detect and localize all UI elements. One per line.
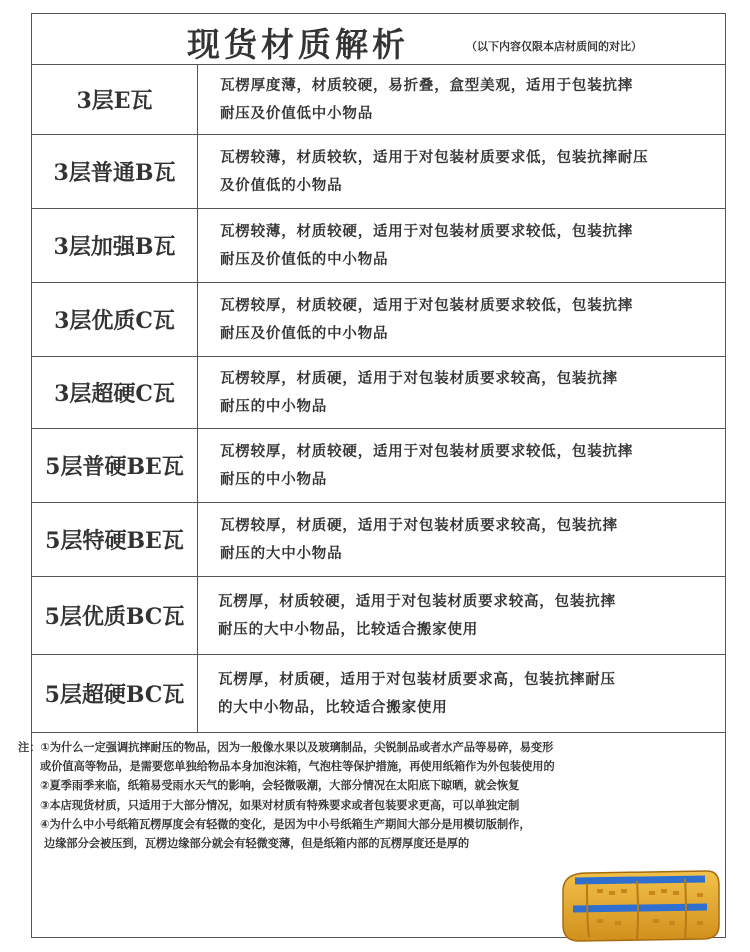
material-description: 瓦楞厚度薄，材质较硬，易折叠，盒型美观，适用于包装抗摔 耐压及价值低中小物品 xyxy=(220,77,634,122)
material-description: 瓦楞较厚，材质较硬，适用于对包装材质要求较低，包装抗摔 耐压的中小物品 xyxy=(220,443,634,488)
material-description: 瓦楞较厚，材质较硬，适用于对包装材质要求较低，包装抗摔 耐压及价值低的中小物品 xyxy=(220,297,634,342)
note-3: ③本店现货材质，只适用于大部分情况，如果对材质有特殊要求或者包装要求更高，可以单独定制 xyxy=(40,798,520,812)
notes-section xyxy=(18,738,688,853)
title-row xyxy=(32,14,725,65)
material-name: 3层加强B瓦 xyxy=(32,209,198,282)
material-description: 瓦楞厚，材质硬，适用于对包装材质要求高，包装抗摔耐压 的大中小物品，比较适合搬家使用 xyxy=(218,671,616,716)
material-name: 3层普通B瓦 xyxy=(32,135,198,208)
material-name: 5层优质BC瓦 xyxy=(32,577,198,654)
table-row xyxy=(32,357,725,429)
page-subtitle: （以下内容仅限本店材质间的对比） xyxy=(466,40,642,53)
table-row xyxy=(32,135,725,209)
material-name: 5层普硬BE瓦 xyxy=(32,429,198,502)
table-row xyxy=(32,65,725,135)
material-name: 5层特硬BE瓦 xyxy=(32,503,198,576)
material-description: 瓦楞较厚，材质硬，适用于对包装材质要求较高，包装抗摔 耐压的大中小物品 xyxy=(220,517,618,562)
note-4: ④为什么中小号纸箱瓦楞厚度会有轻微的变化，是因为中小号纸箱生产期间大部分是用模切版制作， xyxy=(40,817,531,831)
material-name: 3层超硬C瓦 xyxy=(32,357,198,428)
table-row xyxy=(32,655,725,733)
material-description: 瓦楞较厚，材质硬，适用于对包装材质要求较高，包装抗摔 耐压的中小物品 xyxy=(220,370,618,415)
material-name: 3层E瓦 xyxy=(32,65,198,134)
table-row xyxy=(32,209,725,283)
material-description: 瓦楞较薄，材质较软，适用于对包装材质要求低，包装抗摔耐压 及价值低的小物品 xyxy=(220,149,649,194)
table-row xyxy=(32,577,725,655)
material-name: 5层超硬BC瓦 xyxy=(32,655,198,732)
note-1-continued: 或价值高等物品，是需要您单独给物品本身加泡沫箱，气泡柱等保护措施，再使用纸箱作为外包装使用的 xyxy=(40,760,555,774)
material-description: 瓦楞较薄，材质较硬，适用于对包装材质要求较低，包装抗摔 耐压及价值低的中小物品 xyxy=(220,223,634,268)
note-4-continued: 边缘部分会被压到，瓦楞边缘部分就会有轻微变薄，但是纸箱内部的瓦楞厚度还是厚的 xyxy=(44,837,470,851)
material-description: 瓦楞厚，材质较硬，适用于对包装材质要求较高，包装抗摔 耐压的大中小物品，比较适合搬家使用 xyxy=(218,593,616,638)
note-1: 注：①为什么一定强调抗摔耐压的物品，因为一般像水果以及玻璃制品，尖锐制品或者水产品等易碎，易变形 xyxy=(18,741,554,754)
page-title: 现货材质解析 xyxy=(187,25,409,64)
note-2: ②夏季雨季来临，纸箱易受雨水天气的影响，会轻微吸潮，大部分情况在太阳底下晾晒，就会恢复 xyxy=(40,779,520,793)
material-name: 3层优质C瓦 xyxy=(32,283,198,356)
corrugated-box-image xyxy=(557,863,723,943)
table-row xyxy=(32,429,725,503)
table-row xyxy=(32,283,725,357)
table-row xyxy=(32,503,725,577)
